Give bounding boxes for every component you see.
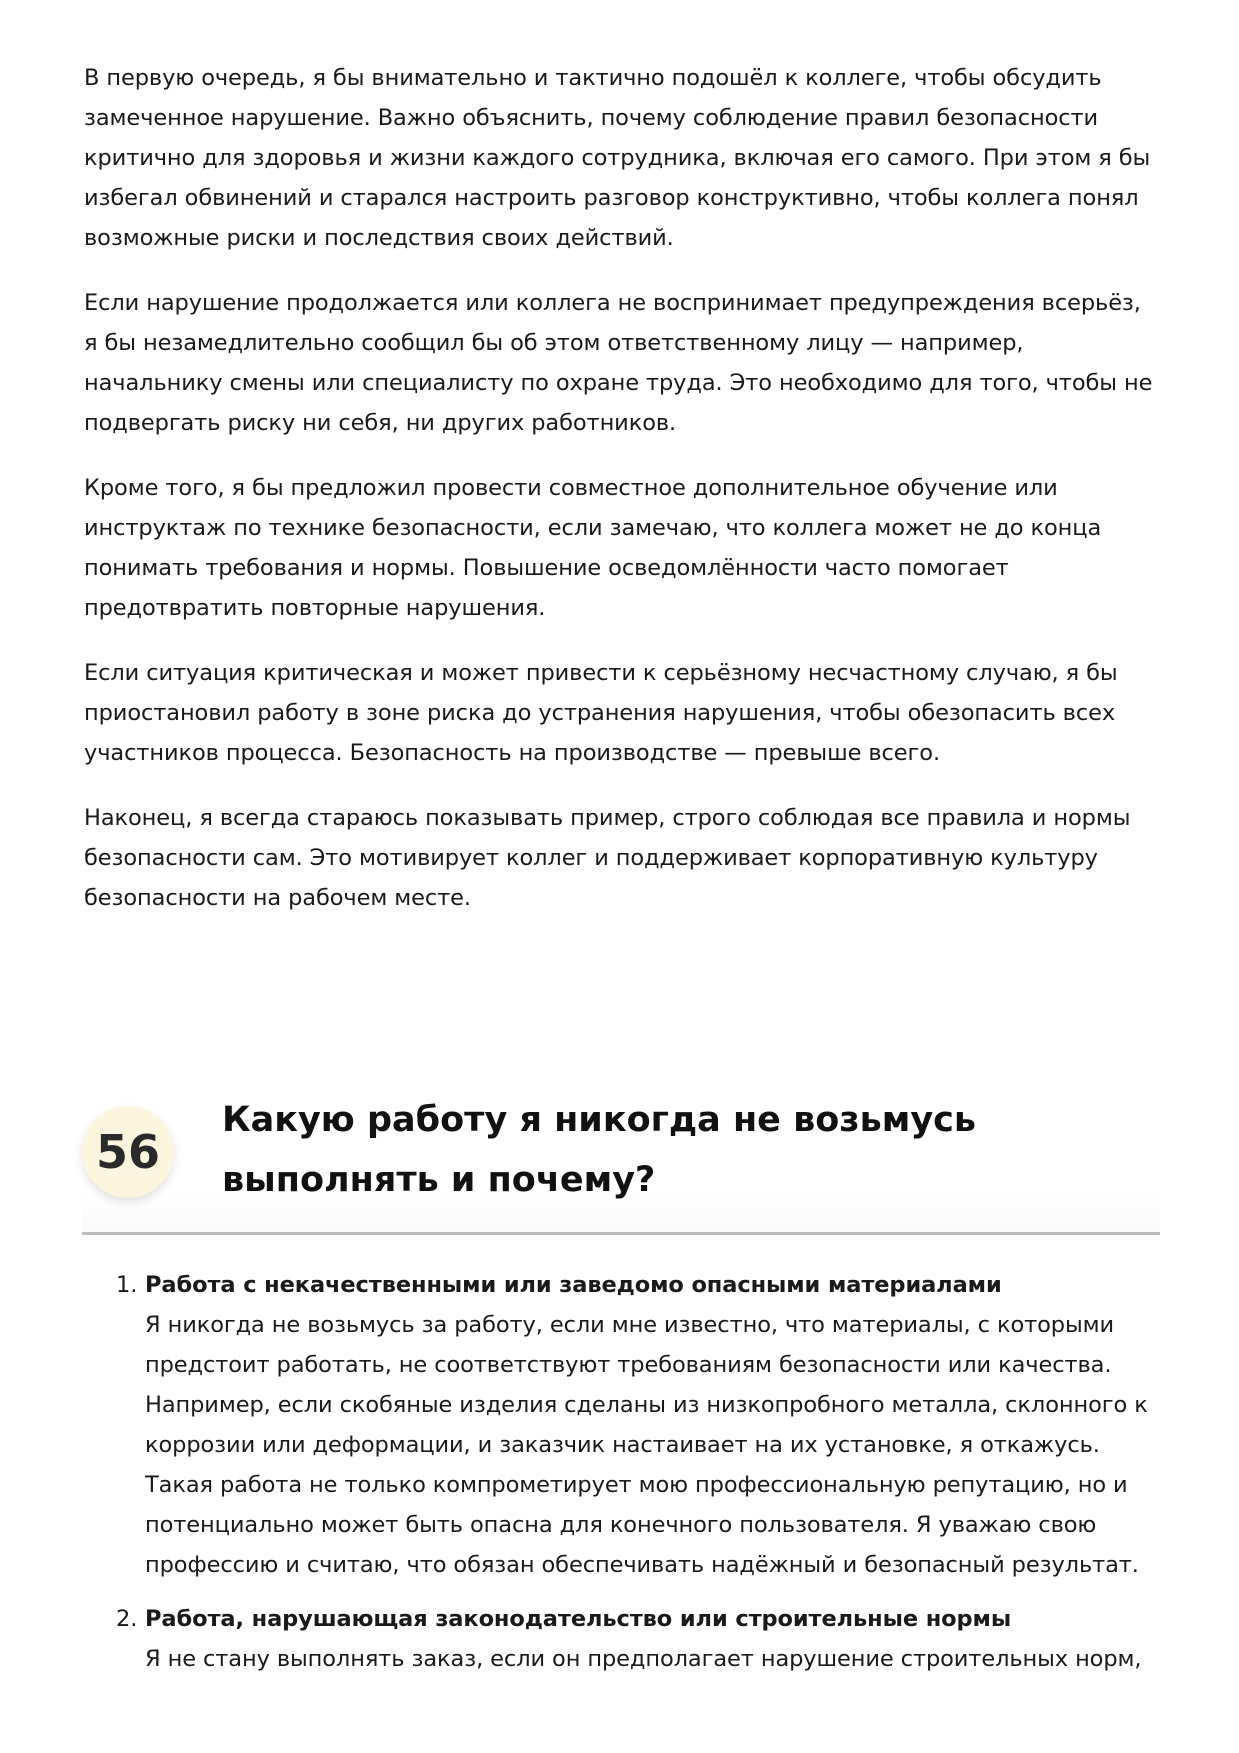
paragraph: Наконец, я всегда стараюсь показывать пример, строго соблюдая все правила и нормы безопасности сам. Это мотивирует коллег и поддерживает корпоративную культуру безопасности на рабочем месте.	[84, 805, 1131, 911]
list-item-number: 1.	[116, 1272, 138, 1298]
list-item	[82, 1599, 1160, 1679]
answer-list	[82, 1265, 1160, 1679]
paragraph: Если нарушение продолжается или коллега не воспринимает предупреждения всерьёз, я бы незамедлительно сообщил бы об этом ответственному лицу — например, начальнику смены или специалисту по охране труда. Это необходимо для того, чтобы не подвергать риску ни себя, ни других работников.	[84, 290, 1153, 436]
list-item-body: Я никогда не возьмусь за работу, если мне известно, что материалы, с которыми предстоит работать, не соответствуют требованиям безопасности или качества. Например, если скобяные изделия сделаны из низкопробного металла, склонного к коррозии или деформации, и заказчик настаивает на их установке, я откажусь. Такая работа не только компрометирует мою профессиональную репутацию, но и потенциально может быть опасна для конечного пользователя. Я уважаю свою профессию и считаю, что обязан обеспечивать надёжный и безопасный результат.	[145, 1312, 1148, 1578]
question-title: Какую работу я никогда не возьмусь выполнять и почему?	[222, 1100, 977, 1200]
list-item-number: 2.	[116, 1606, 138, 1632]
paragraph: Если ситуация критическая и может привести к серьёзному несчастному случаю, я бы приостановил работу в зоне риска до устранения нарушения, чтобы обезопасить всех участников процесса. Безопасность на производстве — превыше всего.	[84, 660, 1118, 766]
list-item-body: Я не стану выполнять заказ, если он предполагает нарушение строительных норм,	[145, 1646, 1142, 1672]
question-header	[82, 1090, 1160, 1235]
paragraph: Кроме того, я бы предложил провести совместное дополнительное обучение или инструктаж по технике безопасности, если замечаю, что коллега может не до конца понимать требования и нормы. Повышение осведомлённости часто помогает предотвратить повторные нарушения.	[84, 475, 1102, 621]
list-item-title: Работа с некачественными или заведомо опасными материалами	[145, 1272, 1002, 1298]
list-item	[82, 1265, 1160, 1585]
question-number-badge: 56	[82, 1106, 174, 1198]
list-item-title: Работа, нарушающая законодательство или строительные нормы	[145, 1606, 1012, 1632]
question-section	[82, 1090, 1160, 1693]
answer-text	[84, 58, 1160, 943]
paragraph: В первую очередь, я бы внимательно и тактично подошёл к коллеге, чтобы обсудить замеченное нарушение. Важно объяснить, почему соблюдение правил безопасности критично для здоровья и жизни каждого сотрудника, включая его самого. При этом я бы избегал обвинений и старался настроить разговор конструктивно, чтобы коллега понял возможные риски и последствия своих действий.	[84, 65, 1151, 251]
